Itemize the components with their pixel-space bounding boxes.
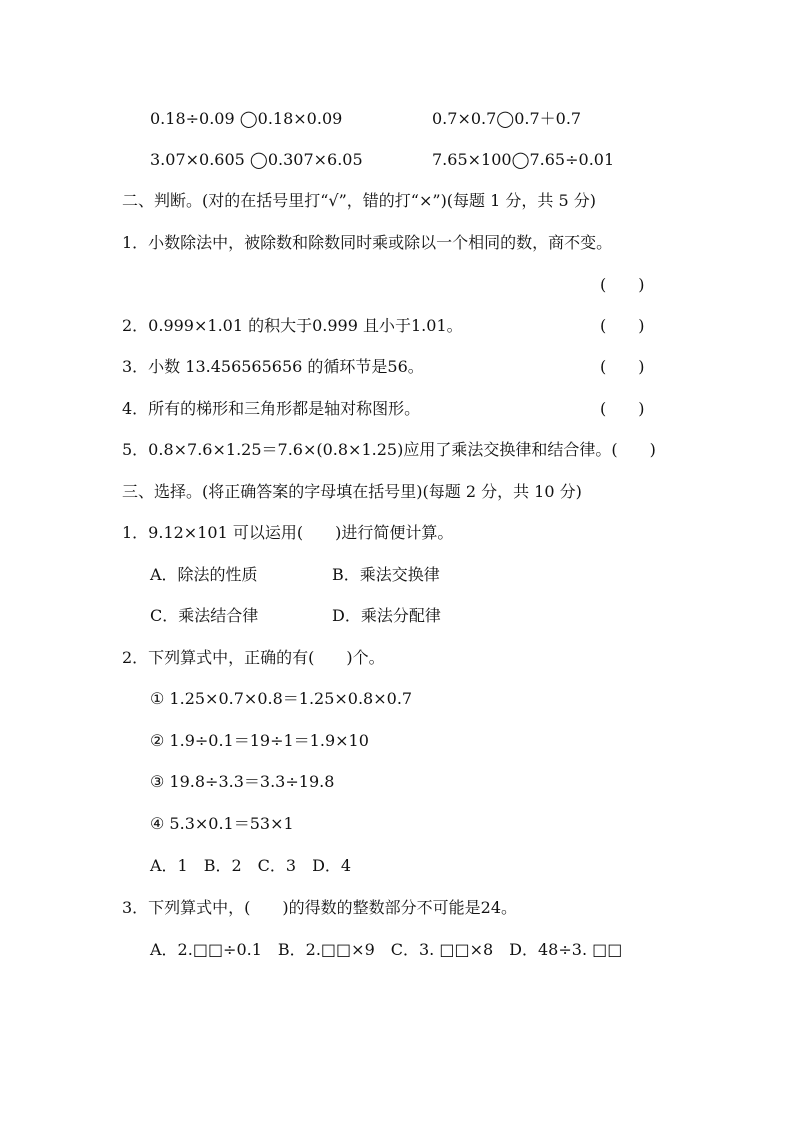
choice-question-2-stem: 2．下列算式中，正确的有( )个。 (122, 648, 385, 667)
choice-1-option-d: D．乘法分配律 (332, 606, 441, 625)
judgement-item-3-text: 3．小数 13.456565656 的循环节是56。 (122, 357, 424, 376)
answer-bracket-2[interactable]: ( ) (600, 316, 645, 335)
choice-1-option-b: B．乘法交换律 (332, 565, 440, 584)
judgement-item-4-text: 4．所有的梯形和三角形都是轴对称图形。 (122, 399, 421, 418)
comparison-2-left: 3.07×0.605 ◯0.307×6.05 (150, 150, 363, 169)
judgement-item-5-text: 5．0.8×7.6×1.25＝7.6×(0.8×1.25)应用了乘法交换律和结合律。( ) (122, 440, 656, 459)
choice-2-options: A．1 B．2 C．3 D．4 (150, 856, 352, 875)
choice-question-1-stem: 1．9.12×101 可以运用( )进行简便计算。 (122, 523, 454, 542)
choice-1-option-c: C．乘法结合律 (150, 606, 259, 625)
statement-4: ④ 5.3×0.1＝53×1 (150, 814, 294, 833)
statement-1: ① 1.25×0.7×0.8＝1.25×0.8×0.7 (150, 689, 413, 708)
choice-question-3-stem: 3．下列算式中，( )的得数的整数部分不可能是24。 (122, 898, 518, 917)
answer-bracket-3[interactable]: ( ) (600, 357, 645, 376)
answer-bracket-4[interactable]: ( ) (600, 399, 645, 418)
section-3-heading: 三、选择。(将正确答案的字母填在括号里)(每题 2 分，共 10 分) (122, 482, 582, 501)
choice-3-options: A．2.□□÷0.1 B．2.□□×9 C．3. □□×8 D．48÷3. □□ (150, 940, 623, 959)
statement-3: ③ 19.8÷3.3＝3.3÷19.8 (150, 772, 335, 791)
comparison-1-right: 0.7×0.7◯0.7＋0.7 (432, 109, 582, 128)
answer-bracket-1[interactable]: ( ) (600, 275, 645, 294)
choice-1-option-a: A．除法的性质 (150, 565, 258, 584)
comparison-1-left: 0.18÷0.09 ◯0.18×0.09 (150, 109, 343, 128)
judgement-item-1-text: 1．小数除法中，被除数和除数同时乘或除以一个相同的数，商不变。 (122, 233, 613, 252)
comparison-2-right: 7.65×100◯7.65÷0.01 (432, 150, 615, 169)
section-2-heading: 二、判断。(对的在括号里打“√”，错的打“×”)(每题 1 分，共 5 分) (122, 191, 596, 210)
judgement-item-2-text: 2．0.999×1.01 的积大于0.999 且小于1.01。 (122, 316, 463, 335)
statement-2: ② 1.9÷0.1＝19÷1＝1.9×10 (150, 731, 369, 750)
